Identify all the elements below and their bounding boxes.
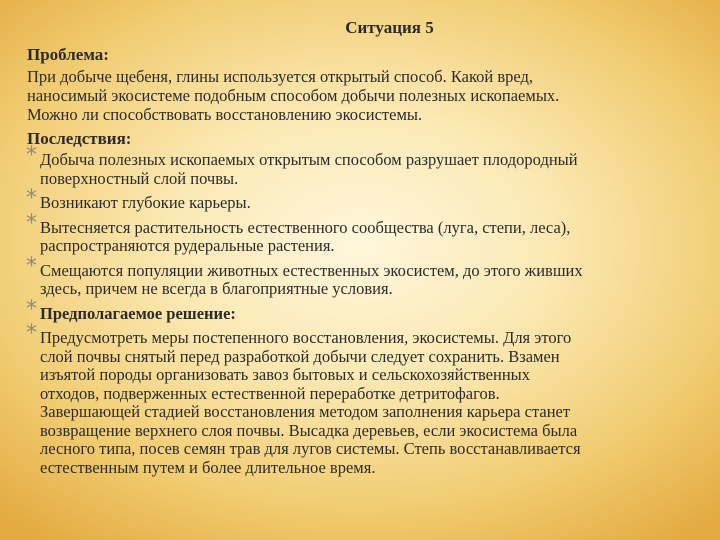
- solution-heading-item: [26, 296, 707, 324]
- list-item: [26, 253, 707, 299]
- slide-title: Ситуация 5: [345, 18, 434, 37]
- list-item-line: Смещаются популяции животных естественных экосистем, до этого живших: [40, 260, 583, 280]
- list-item-line: Вытесняется растительность естественного сообщества (луга, степи, леса),: [40, 217, 571, 237]
- asterisk-bullet-icon: *: [26, 253, 37, 279]
- list-item-line: Завершающей стадией восстановления методом заполнения карьера станет: [40, 402, 571, 421]
- list-item-line: здесь, причем не всегда в благоприятные условия.: [40, 279, 393, 298]
- list-item-line: Предусмотреть меры постепенного восстановления, экосистемы. Для этого: [40, 328, 572, 347]
- list-item: [26, 143, 707, 188]
- asterisk-bullet-icon: *: [26, 296, 37, 322]
- list-item-line: распространяются рудеральные растения.: [40, 236, 335, 255]
- list-item-line: лесного типа, посев семян трав для лугов системы. Степь восстанавливается: [40, 439, 581, 458]
- asterisk-bullet-icon: *: [26, 210, 37, 236]
- list-item: [26, 321, 707, 477]
- problem-line: Можно ли способствовать восстановлению экосистемы.: [27, 105, 423, 124]
- list-item-line: поверхностный слой почвы.: [40, 168, 239, 188]
- problem-text: [27, 67, 707, 124]
- list-item-line: возвращение верхнего слоя почвы. Высадка деревьев, если экосистема была: [40, 420, 578, 440]
- list-item: [26, 210, 707, 256]
- list-item-line: изъятой породы организовать завоз бытовых и сельскохозяйственных: [40, 365, 530, 384]
- list-item-line: естественным путем и более длительное время.: [40, 457, 376, 477]
- consequences-heading: Последствия:: [27, 129, 132, 148]
- asterisk-bullet-icon: *: [26, 186, 37, 211]
- list-item-line: Добыча полезных ископаемых открытым способом разрушает плодородный: [40, 150, 578, 169]
- list-item-line: отходов, подверженных естественной переработке детритофагов.: [40, 383, 500, 403]
- list-item: [26, 186, 707, 213]
- problem-heading: Проблема:: [27, 45, 109, 64]
- problem-line: При добыче щебеня, глины используется открытый способ. Какой вред,: [27, 67, 534, 86]
- slide-content: [27, 18, 707, 483]
- asterisk-bullet-icon: *: [26, 321, 37, 346]
- problem-line: наносимый экосистеме подобным способом добычи полезных ископаемых.: [27, 86, 560, 105]
- solution-heading: Предполагаемое решение:: [40, 303, 236, 323]
- consequences-list: [26, 143, 707, 477]
- asterisk-bullet-icon: *: [26, 143, 37, 168]
- list-item-line: Возникают глубокие карьеры.: [40, 193, 251, 212]
- list-item-line: слой почвы снятый перед разработкой добычи следует сохранить. Взамен: [40, 346, 560, 366]
